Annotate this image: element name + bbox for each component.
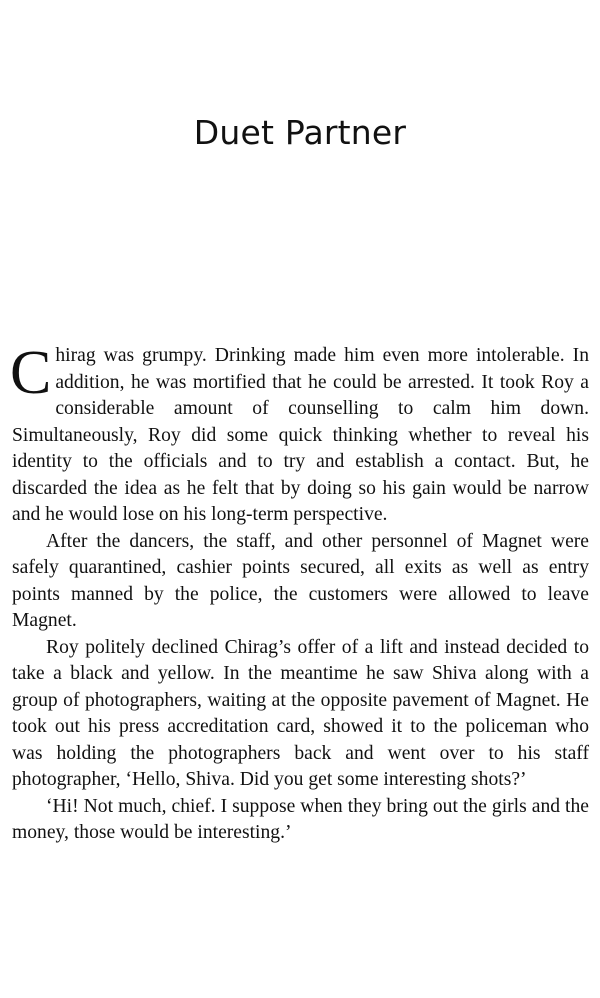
drop-cap: C bbox=[10, 339, 52, 407]
paragraph-text: hirag was grumpy. Drinking made him even more intolerable. In addition, he was mortified that he could be arrested. It took Roy a considerable amount of counselling to calm him down. Simultaneously, Roy did some quick thinking whether to reveal his identity to the officials and to try and establish a contact. But, he discarded the idea as he felt that by doing so his gain would be narrow and he would lose on his long-term perspective. bbox=[12, 345, 589, 525]
paragraph: Roy politely declined Chirag’s offer of a lift and instead decided to take a black and yellow. In the meantime he saw Shiva along with a group of photographers, waiting at the opposite pavement of Magnet. He took out his press accreditation card, showed it to the policeman who was holding the photographers back and went over to his staff photographer, ‘Hello, Shiva. Did you get some interesting shots?’ bbox=[12, 636, 589, 790]
paragraph: After the dancers, the staff, and other personnel of Magnet were safely quarantined, cashier points secured, all exits as well as entry points manned by the police, the customers were allowed to leave Magnet. bbox=[12, 530, 589, 631]
paragraph bbox=[10, 339, 589, 529]
chapter-body bbox=[10, 339, 589, 847]
chapter-title: Duet Partner bbox=[193, 113, 407, 152]
paragraph: ‘Hi! Not much, chief. I suppose when they bring out the girls and the money, those would be interesting.’ bbox=[12, 795, 589, 843]
